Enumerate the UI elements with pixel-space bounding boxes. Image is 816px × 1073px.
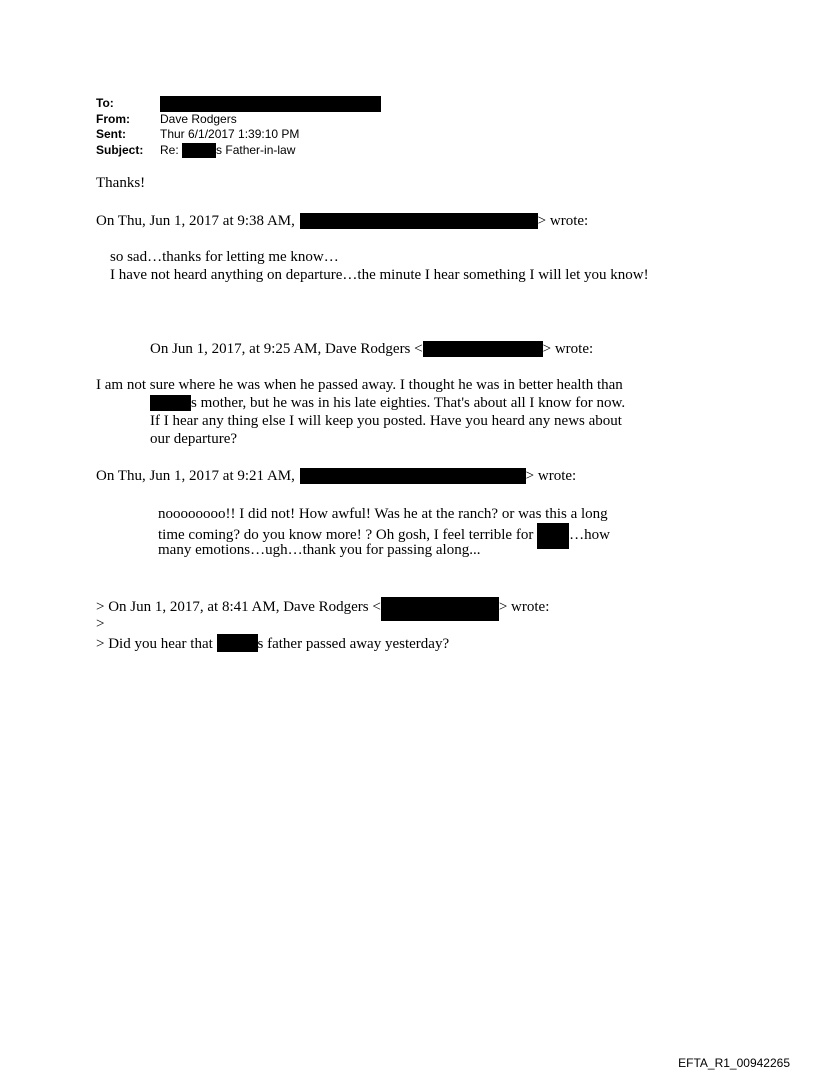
subject-redaction — [182, 143, 216, 158]
quote2-email-redaction — [423, 341, 543, 357]
sent-label: Sent: — [96, 127, 126, 141]
from-value: Dave Rodgers — [160, 111, 237, 126]
quote3-sender-redaction — [300, 468, 526, 484]
sent-value: Thur 6/1/2017 1:39:10 PM — [160, 127, 300, 141]
quote4-intro-pre: > On Jun 1, 2017, at 8:41 AM, Dave Rodgers < — [96, 599, 381, 615]
quote4-line-pre: > Did you hear that — [96, 636, 213, 652]
to-redaction — [160, 96, 381, 112]
thanks-line: Thanks! — [96, 175, 146, 191]
quote1-intro-pre: On Thu, Jun 1, 2017 at 9:38 AM, — [96, 213, 295, 229]
quote3-line-2-pre: time coming? do you know more! ? Oh gosh, I feel terrible for — [158, 527, 534, 543]
quote4-email-redaction — [381, 597, 499, 621]
quote2-line-3: If I hear any thing else I will keep you posted. Have you heard any news about — [150, 413, 622, 429]
quote3-intro — [96, 467, 576, 485]
quote4-name-redaction — [217, 634, 258, 652]
quote4-line-post: s father passed away yesterday? — [257, 636, 450, 652]
quote3-intro-pre: On Thu, Jun 1, 2017 at 9:21 AM, — [96, 468, 295, 484]
quote1-line-1: so sad…thanks for letting me know… — [110, 249, 339, 265]
from-label: From: — [96, 111, 130, 126]
from-row — [96, 112, 381, 128]
quote4-intro-post: > wrote: — [498, 599, 550, 615]
email-header — [96, 96, 381, 158]
document-id: EFTA_R1_00942265 — [678, 1056, 790, 1070]
quote2-line-4: our departure? — [150, 431, 238, 447]
subject-label: Subject: — [96, 142, 144, 157]
to-label: To: — [96, 96, 114, 110]
subject-suffix: s Father-in-law — [216, 142, 296, 157]
quote4-line — [96, 634, 449, 653]
quote3-name-redaction — [537, 523, 569, 549]
quote2-line-1: I am not sure where he was when he passed away. I thought he was in better health than — [96, 377, 623, 393]
quote2-intro-post: > wrote: — [542, 341, 594, 357]
quote2-intro — [150, 340, 593, 358]
quote2-name-redaction — [150, 395, 191, 411]
quote3-line-1: noooooooo!! I did not! How awful! Was he at the ranch? or was this a long — [158, 506, 608, 522]
quote4-intro — [96, 597, 549, 621]
quote3-line-3: many emotions…ugh…thank you for passing along... — [158, 542, 481, 558]
quote4-gt: > — [96, 616, 105, 632]
quote1-intro-post: > wrote: — [537, 213, 589, 229]
quote3-intro-post: > wrote: — [525, 468, 577, 484]
sent-row — [96, 127, 381, 143]
quote1-intro — [96, 212, 588, 230]
quote2-line-2 — [150, 394, 625, 412]
subject-prefix: Re: — [160, 142, 179, 157]
quote2-intro-pre: On Jun 1, 2017, at 9:25 AM, Dave Rodgers < — [150, 341, 423, 357]
quote1-line-2: I have not heard anything on departure…the minute I hear something I will let you know! — [110, 267, 649, 283]
to-row — [96, 96, 381, 112]
quote3-line-2-post: …how — [569, 527, 610, 543]
quote1-sender-redaction — [300, 213, 538, 229]
quote2-line-2-text: s mother, but he was in his late eighties. That's about all I know for now. — [191, 395, 626, 411]
subject-row — [96, 143, 381, 159]
